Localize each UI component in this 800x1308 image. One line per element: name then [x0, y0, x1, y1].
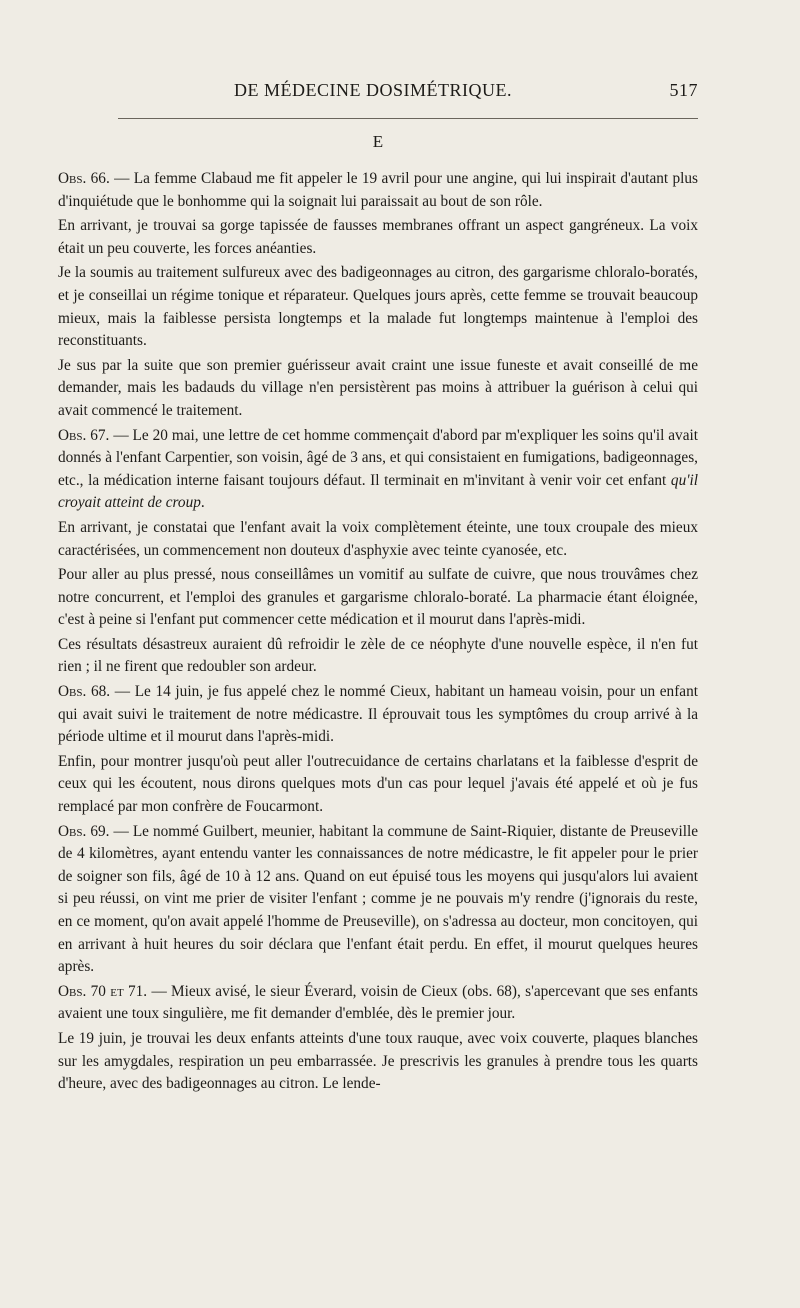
paragraph-text: — Mieux avisé, le sieur Éverard, voisin de Cieux (obs. 68), s'apercevant que ses enfants avaient une toux singulière, me fit demander d'emblée, dès le premier jour. [58, 982, 698, 1023]
paragraph-text: En arrivant, je constatai que l'enfant avait la voix complètement éteinte, une toux croupale des mieux caractérisées, un commencement non douteux d'asphyxie avec teinte cyanosée, etc. [58, 518, 698, 559]
paragraph-text: — La femme Clabaud me fit appeler le 19 avril pour une angine, qui lui inspirait d'autant plus d'inquiétude que le bonhomme qui la soignait lui paraissait au bout de son rôle. [58, 170, 698, 210]
paragraph-text: — Le 20 mai, une lettre de cet homme commençait d'abord par m'expliquer les soins qu'il avait donnés à l'enfant Carpentier, son voisin, âgé de 3 ans, et qui consistaient en fumigations, badigeonnages, etc., la médication interne faisant toujours défaut. Il terminait en m'invitant à venir voir cet enfant [58, 426, 698, 489]
paragraph-text: Je la soumis au traitement sulfureux avec des badigeonnages au citron, des gargarisme chloralo-boratés, et je conseillai un régime tonique et réparateur. Quelques jours après, cette femme se trouvait beaucoup mieux, mais la faiblesse persista longtemps et la malade fut longtemps maintenue à l'emploi des reconstituants. [58, 264, 698, 350]
page [58, 80, 698, 1098]
paragraph-text: Le 19 juin, je trouvai les deux enfants atteints d'une toux rauque, avec voix couverte, plaques blanches sur les amygdales, respiration un peu embarrassée. Je prescrivis les granules à prendre tous les quarts d'heure, avec des badigeonnages au citron. Le lende- [58, 1029, 698, 1093]
paragraph-text: En arrivant, je trouvai sa gorge tapissée de fausses membranes offrant un aspect gangréneux. La voix était un peu couverte, les forces anéanties. [58, 217, 698, 257]
paragraph [58, 262, 698, 352]
paragraph-text: Enfin, pour montrer jusqu'où peut aller l'outrecuidance de certains charlatans et la faiblesse d'esprit de ceux qui les écoutent, nous dirons quelques mots d'un cas pour lequel j'avais été appelé et où je fus remplacé par mon confrère de Foucarmont. [58, 752, 698, 816]
paragraph [58, 215, 698, 260]
paragraph [58, 1028, 698, 1096]
paragraph [58, 355, 698, 423]
observation-label: Obs. 67. [58, 426, 110, 444]
observation-label: Obs. 68. [58, 683, 111, 701]
paragraph-text: — Le nommé Guilbert, meunier, habitant la commune de Saint-Riquier, distante de Preuseville de 4 kilomètres, ayant entendu vanter les connaissances de notre médicastre, le fit appeler pour le prier de soigner son fils, âgé de 10 à 12 ans. Quand on eut épuisé tous les moyens qui jusqu'alors lui avaient si peu réussi, on vint me prier de visiter l'enfant ; comme je ne pouvais m'y rendre (j'ignorais du reste, en ce moment, qu'on avait appelé l'homme de Preuseville), on s'adressa au docteur, mon concitoyen, qui en arrivant à huit heures du soir déclara que l'enfant était perdu. En effet, il mourut quelques heures après. [58, 822, 698, 976]
paragraph-text: Je sus par la suite que son premier guérisseur avait craint une issue funeste et avait conseillé de me demander, mais les badauds du village n'en persistèrent pas moins à attribuer la guérison à celui qui avait commencé le traitement. [58, 356, 698, 419]
paragraph [58, 634, 698, 679]
observation-label: Obs. 69. [58, 822, 110, 840]
paragraph-tail: . [200, 494, 205, 512]
italic-phrase: qu'il croyait atteint de croup [58, 471, 698, 512]
paragraph [58, 517, 698, 562]
paragraph [58, 751, 698, 819]
paragraph [58, 981, 698, 1026]
paragraph [58, 168, 698, 213]
observation-label: Obs. 70 et 71. [58, 982, 148, 1000]
paragraph [58, 681, 698, 749]
page-number: 517 [669, 80, 698, 100]
paragraph-text: Pour aller au plus pressé, nous conseillâmes un vomitif au sulfate de cuivre, que nous trouvâmes chez notre concurrent, et l'emploi des granules et gargarisme chloralo-boraté. La pharmacie étant éloignée, c'est à peine si l'enfant put commencer cette médication et il mourut dans l'après-midi. [58, 566, 698, 629]
paragraph [58, 821, 698, 979]
body-text [58, 168, 698, 1096]
running-head [58, 80, 698, 108]
observation-label: Obs. 66. [58, 170, 110, 187]
paragraph [58, 564, 698, 632]
paragraph [58, 425, 698, 515]
paragraph-text: — Le 14 juin, je fus appelé chez le nommé Cieux, habitant un hameau voisin, pour un enfant qui avait suivi le traitement de notre médicastre. Il éprouvait tous les symptômes du croup arrivé à la période ultime et il mourut dans l'après-midi. [58, 683, 698, 746]
section-letter: E [372, 132, 384, 151]
header-rule [118, 118, 698, 119]
running-title: DE MÉDECINE DOSIMÉTRIQUE. [234, 80, 512, 100]
paragraph-text: Ces résultats désastreux auraient dû refroidir le zèle de ce néophyte d'une nouvelle espèce, il n'en fut rien ; il ne firent que redoubler son ardeur. [58, 635, 698, 676]
